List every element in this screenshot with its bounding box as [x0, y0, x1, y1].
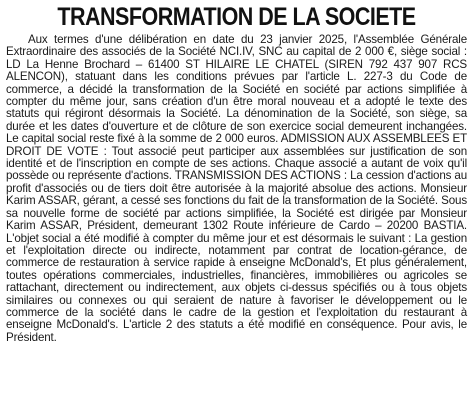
notice-title: TRANSFORMATION DE LA SOCIETE	[57, 3, 416, 31]
notice-body: Aux termes d'une délibération en date du 23 janvier 2025, l'Assemblée Générale Extraordinaire des associés de la Société NCI.IV, SNC au capital de 2 000 €, siège social : LD La Henne Brochard – 61400 ST HILAIRE LE CHATEL (SIREN 792 437 907 RCS ALENCON), statuant dans les conditions prévues par l'article L. 227-3 du Code de commerce, a décidé la transformation de la Société en société par actions simplifiée à compter du même jour, sans création d'un être moral nouveau et a adopté le texte des statuts qui régiront désormais la Société. La dénomination de la Société, son siège, sa durée et les dates d'ouverture et de clôture de son exercice social demeurent inchangées. Le capital social reste fixé à la somme de 2 000 euros. ADMISSION AUX ASSEMBLEES ET DROIT DE VOTE : Tout associé peut participer aux assemblées sur justification de son identité et de l'inscription en compte de ses actions. Chaque associé a autant de voix qu'il possède ou représente d'actions. TRANSMISSION DES ACTIONS : La cession d'actions au profit d'associés ou de tiers doit être autorisée à la majorité absolue des actions. Monsieur Karim ASSAR, gérant, a cessé ses fonctions du fait de la transformation de la Société. Sous sa nouvelle forme de société par actions simplifiée, la Société est dirigée par Monsieur Karim ASSAR, Président, demeurant 1302 Route inférieure de Cardo – 20200 BASTIA. L'objet social a été modifié à compter du même jour et est désormais le suivant : La gestion et l'exploitation directe ou indirecte, notamment par contrat de location-gérance, de commerce de restauration à service rapide à enseigne McDonald's, Et plus généralement, toutes opérations commerciales, industrielles, financières, immobilières ou agricoles se rattachant, directement ou indirectement, aux objets ci-dessus spécifiés ou à tous objets similaires ou connexes ou qui seraient de nature à favoriser le développement ou le commerce de la société dans le cadre de la gestion et l'exploitation du restaurant à enseigne McDonald's. L'article 2 des statuts a été modifié en conséquence. Pour avis, le Président.	[6, 33, 467, 344]
